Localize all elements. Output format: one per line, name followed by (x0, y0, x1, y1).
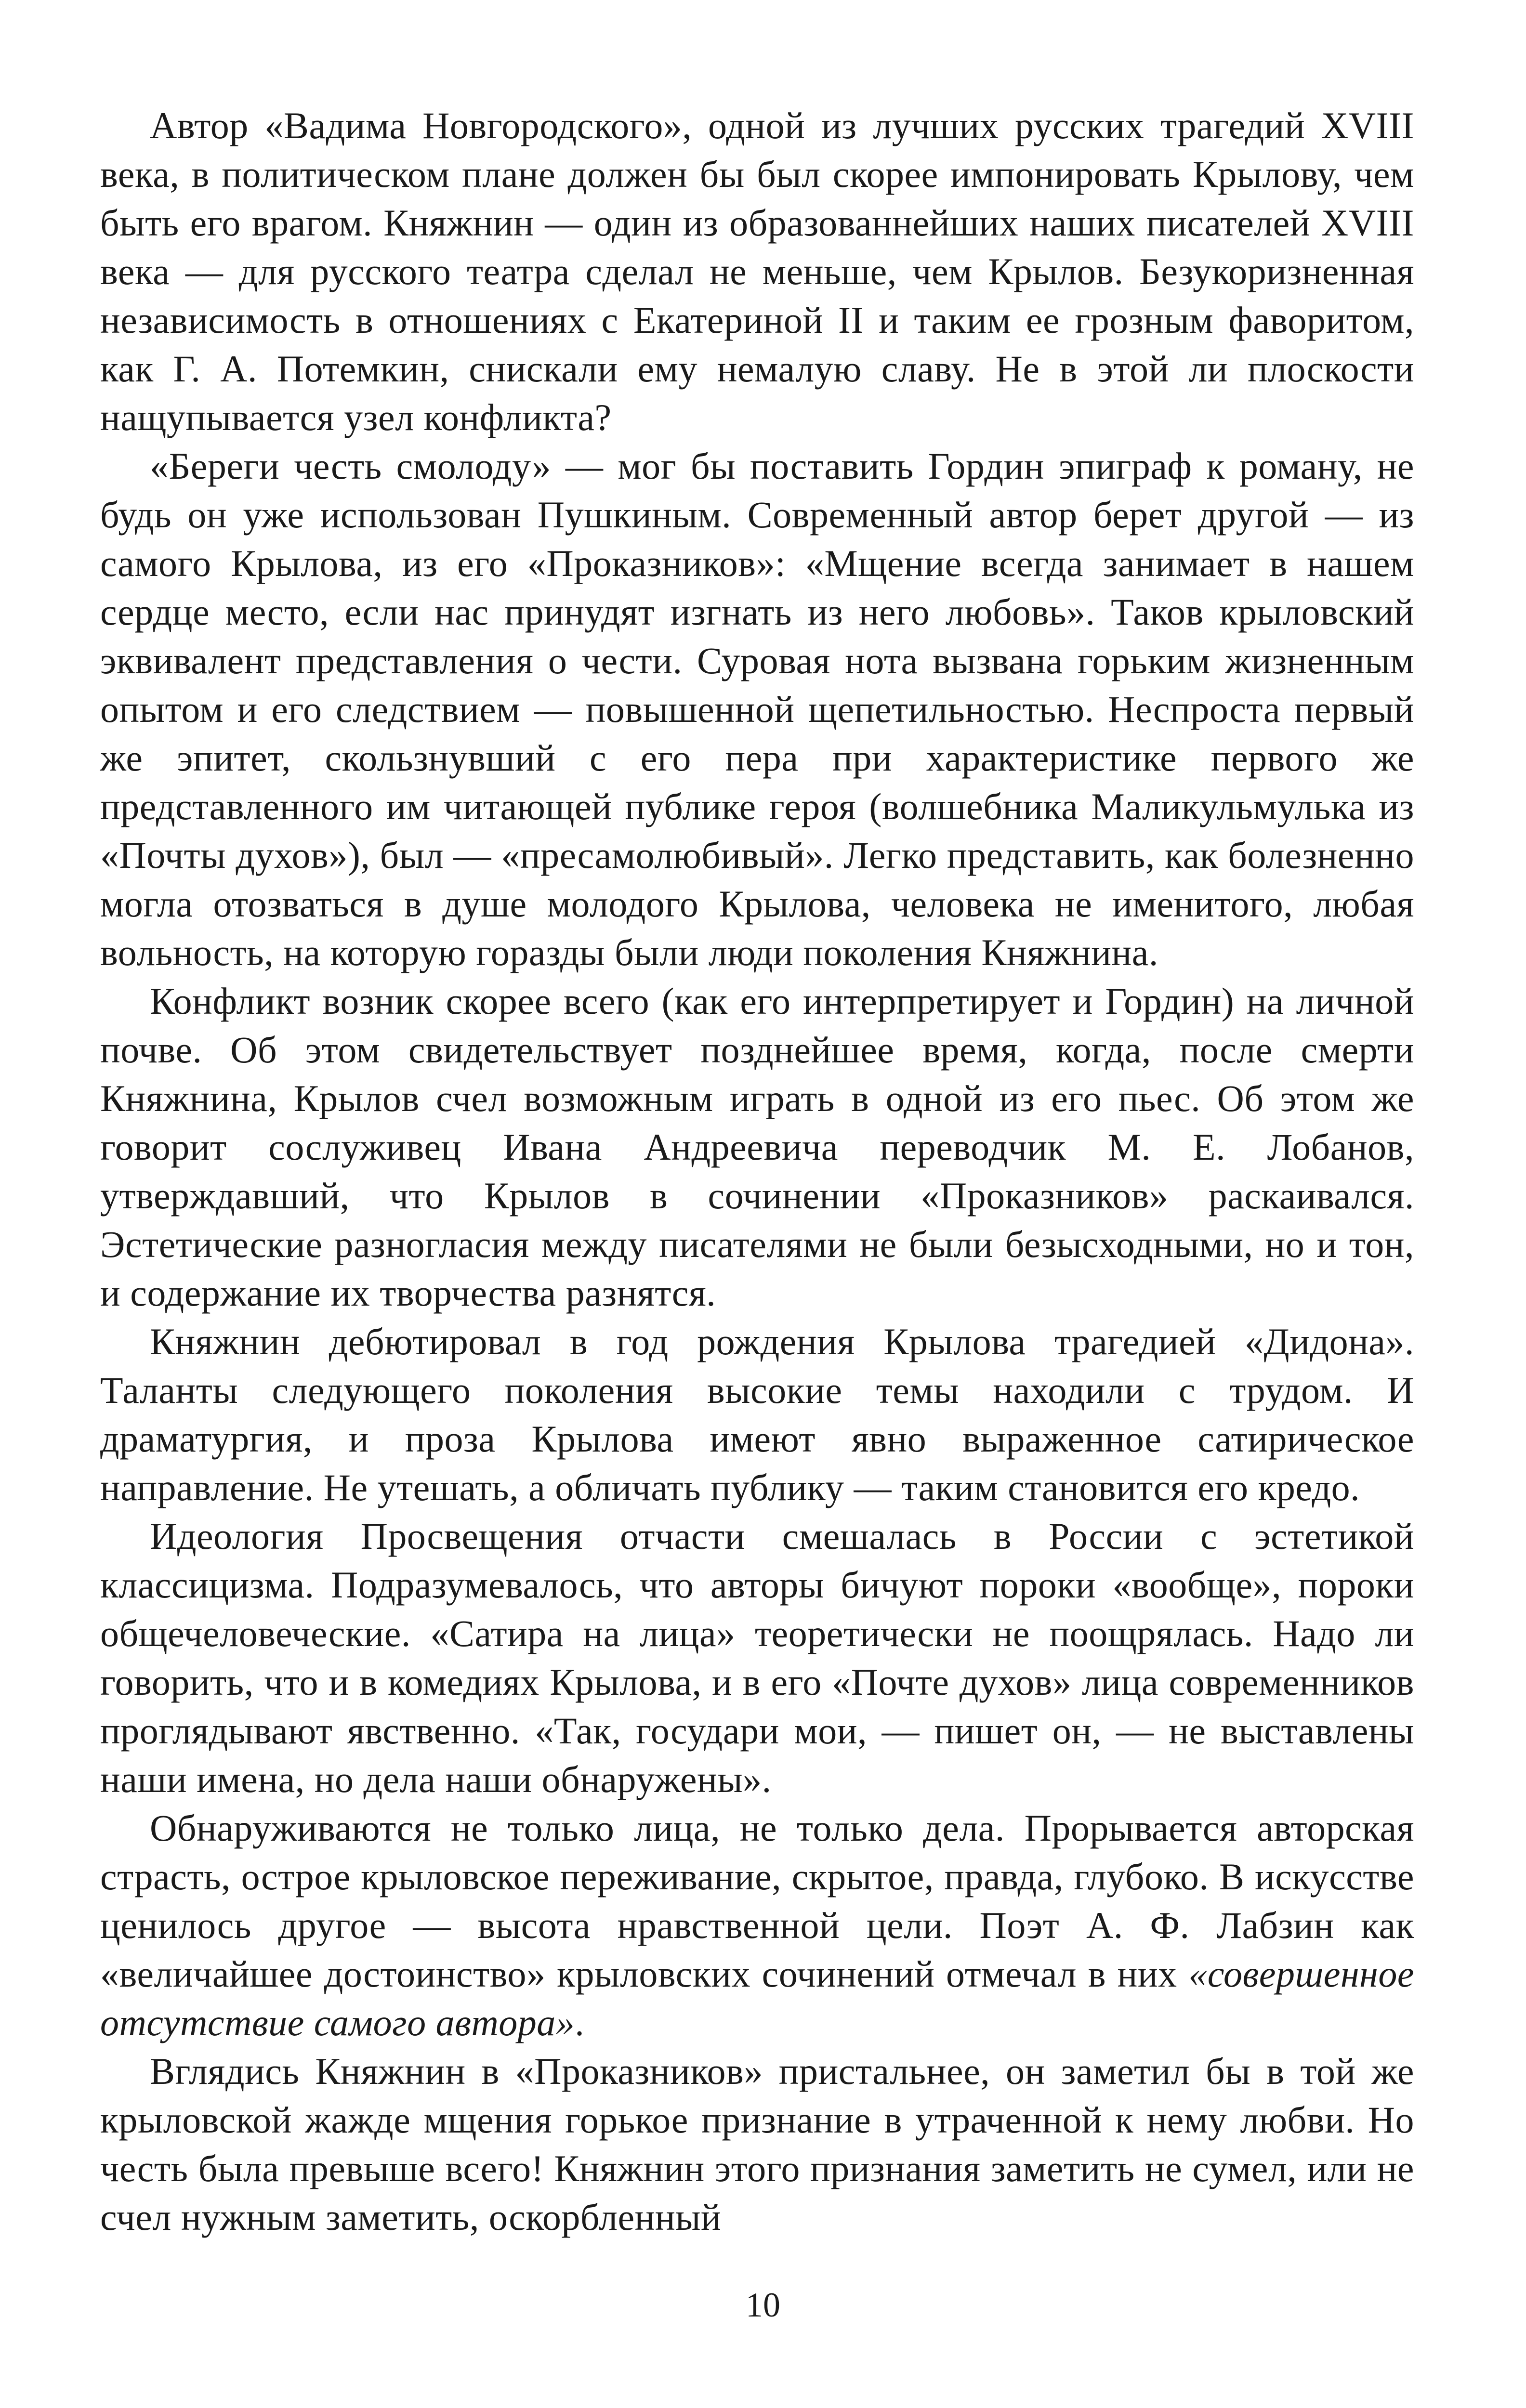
paragraph-2: «Береги честь смолоду» — мог бы поставить Гордин эпиграф к роману, не будь он уже использован Пушкиным. Современный автор берет другой — из самого Крылова, из его «Проказников»: «Мщение всегда занимает в нашем сердце место, если нас принудят изгнать из него любовь». Таков крыловский эквивалент представления о чести. Суровая нота вызвана горьким жизненным опытом и его следствием — повышенной щепетильностью. Неспроста первый же эпитет, скользнувший с его пера при характеристике первого же представленного им читающей публике героя (волшебника Маликульмулька из «Почты духов»), был — «пресамолюбивый». Легко представить, как болезненно могла отозваться в душе молодого Крылова, человека не именитого, любая вольность, на которую горазды были люди поколения Княжнина. (100, 445, 1414, 973)
paragraph-3: Конфликт возник скорее всего (как его интерпретирует и Гордин) на личной почве. Об этом свидетельствует позднейшее время, когда, после смерти Княжнина, Крылов счел возможным играть в одной из его пьес. Об этом же говорит сослуживец Ивана Андреевича переводчик М. Е. Лобанов, утверждавший, что Крылов в сочинении «Проказников» раскаивался. Эстетические разногласия между писателями не были безысходными, но и тон, и содержание их творчества разнятся. (100, 980, 1414, 1314)
paragraph-6-text: Обнаруживаются не только лица, не только дела. Прорывается авторская страсть, острое крыловское переживание, скрытое, правда, глубоко. В искусстве ценилось другое — высота нравственной цели. Поэт А. Ф. Лабзин как «величайшее достоинство» крыловских сочинений отмечал в них (100, 1807, 1414, 1995)
paragraph-6 (100, 1804, 1414, 2047)
paragraph-4: Княжнин дебютировал в год рождения Крылова трагедией «Дидона». Таланты следующего поколения высокие темы находили с трудом. И драматургия, и проза Крылова имеют явно выраженное сатирическое направление. Не утешать, а обличать публику — таким становится его кредо. (100, 1321, 1414, 1508)
paragraph-1: Автор «Вадима Новгородского», одной из лучших русских трагедий XVIII века, в политическом плане должен бы был скорее импонировать Крылову, чем быть его врагом. Княжнин — один из образованнейших наших писателей XVIII века — для русского театра сделал не меньше, чем Крылов. Безукоризненная независимость в отношениях с Екатериной II и таким ее грозным фаворитом, как Г. А. Потемкин, снискали ему немалую славу. Не в этой ли плоскости нащупывается узел конфликта? (100, 105, 1414, 438)
paragraph-6-italic-quote: «совершенное отсутствие самого автора» (100, 1953, 1414, 2043)
paragraph-5: Идеология Просвещения отчасти смешалась в России с эстетикой классицизма. Подразумевалось, что авторы бичуют пороки «вообще», пороки общечеловеческие. «Сатира на лица» теоретически не поощрялась. Надо ли говорить, что и в комедиях Крылова, и в его «Почте духов» лица современников проглядывают явственно. «Так, государи мои, — пишет он, — не выставлены наши имена, но дела наши обнаружены». (100, 1515, 1414, 1800)
paragraph-6-end: . (575, 2002, 585, 2043)
page-body (100, 101, 1414, 2241)
page-number: 10 (746, 2286, 780, 2324)
paragraph-7: Вглядись Княжнин в «Проказников» пристальнее, он заметил бы в той же крыловской жажде мщения горькое признание в утраченной к нему любви. Но честь была превыше всего! Княжнин этого признания заметить не сумел, или не счел нужным заметить, оскорбленный (100, 2050, 1414, 2238)
